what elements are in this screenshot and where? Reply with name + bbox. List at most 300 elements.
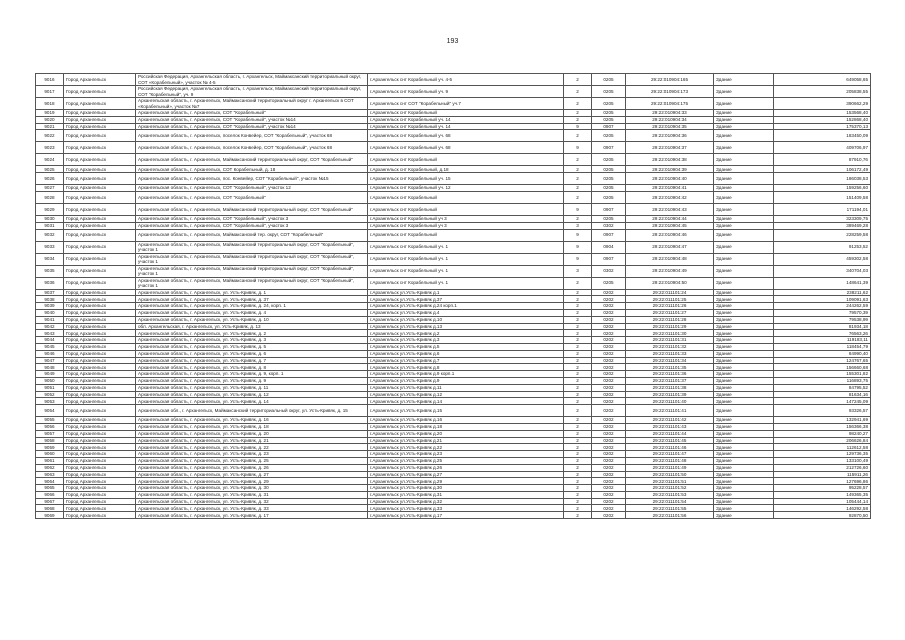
category-cell: 2: [564, 86, 592, 98]
address-cell: Российская Федерация, Архангельская область, г. Архангельск, Маймаксанский территориальный округ, СОТ "Корабельный", уч. 9: [136, 86, 368, 98]
table-row: [36, 430, 871, 437]
address-cell: Архангельская область, г. Архангельск, Маймаксанский территориальный округ, СОТ "Корабельный": [136, 203, 368, 215]
municipality-cell: Город Архангельск: [64, 350, 136, 357]
object-type-cell: Здание: [714, 350, 774, 357]
cadastral-value-cell: 649058,65: [774, 74, 871, 86]
cadastral-number-cell: 29:22:011101:31: [626, 337, 714, 344]
cadastral-value-cell: 79538,99: [774, 316, 871, 323]
code-cell: 0907: [592, 253, 626, 265]
code-cell: 0202: [592, 337, 626, 344]
cadastral-value-cell: 149365,35: [774, 491, 871, 498]
category-cell: 2: [564, 337, 592, 344]
table-row: [36, 471, 871, 478]
municipality-cell: Город Архангельск: [64, 296, 136, 303]
address-cell: Архангельская область, г. Архангельск, Маймаксанский территориальный округ, СОТ "Корабельный", участок 1: [136, 241, 368, 253]
object-type-cell: Здание: [714, 423, 774, 430]
address-cell: Архангельская область, г. Архангельск, ул. Усть-Кривяк, д. 7: [136, 357, 368, 364]
cadastral-number-cell: 29:22:011101:37: [626, 377, 714, 384]
category-cell: 3: [564, 265, 592, 277]
row-number: 9061: [36, 457, 64, 464]
cadastral-value-cell: 132941,69: [774, 417, 871, 424]
municipality-cell: Город Архангельск: [64, 384, 136, 391]
object-type-cell: Здание: [714, 498, 774, 505]
category-cell: 2: [564, 166, 592, 173]
table-row: [36, 166, 871, 173]
municipality-cell: Город Архангельск: [64, 491, 136, 498]
row-number: 9049: [36, 371, 64, 378]
object-type-cell: Здание: [714, 98, 774, 110]
cadastral-number-cell: 29:22:010904:38: [626, 154, 714, 166]
row-number: 9027: [36, 185, 64, 192]
location-cell: г.Архангельск ул.Усть-Кривяк д.15: [368, 405, 564, 417]
address-cell: обл. Архангельская, г. Архангельск, ул. Усть-Кривяк, д. 13: [136, 323, 368, 330]
address-cell: Архангельская область, г. Архангельск, ул. Усть-Кривяк, д. 23: [136, 451, 368, 458]
category-cell: 2: [564, 116, 592, 123]
row-number: 9047: [36, 357, 64, 364]
address-cell: Архангельская область, г. Архангельск, ул. Усть-Кривяк, д. 32: [136, 498, 368, 505]
address-cell: Архангельская область, г. Архангельск, ул. Усть-Кривяк, д. 12: [136, 391, 368, 398]
location-cell: г.Архангельск снт Корабельный уч 3: [368, 222, 564, 229]
row-number: 9016: [36, 74, 64, 86]
category-cell: 9: [564, 241, 592, 253]
category-cell: 2: [564, 485, 592, 492]
row-number: 9020: [36, 116, 64, 123]
row-number: 9028: [36, 191, 64, 203]
object-type-cell: Здание: [714, 398, 774, 405]
code-cell: 0202: [592, 377, 626, 384]
cadastral-value-cell: 186038,53: [774, 173, 871, 185]
category-cell: 2: [564, 98, 592, 110]
row-number: 9032: [36, 229, 64, 241]
row-number: 9024: [36, 154, 64, 166]
table-row: [36, 203, 871, 215]
cadastral-value-cell: 84990,40: [774, 350, 871, 357]
address-cell: Архангельская область, г. Архангельск, ул. Усть-Кривяк, д. 25: [136, 457, 368, 464]
municipality-cell: Город Архангельск: [64, 98, 136, 110]
code-cell: 0202: [592, 505, 626, 512]
municipality-cell: Город Архангельск: [64, 423, 136, 430]
table-row: [36, 289, 871, 296]
cadastral-value-cell: 153568,40: [774, 110, 871, 117]
object-type-cell: Здание: [714, 222, 774, 229]
table-row: [36, 377, 871, 384]
object-type-cell: Здание: [714, 457, 774, 464]
object-type-cell: Здание: [714, 86, 774, 98]
category-cell: 2: [564, 444, 592, 451]
table-row: [36, 478, 871, 485]
table-row: [36, 357, 871, 364]
object-type-cell: Здание: [714, 471, 774, 478]
cadastral-value-cell: 98240,27: [774, 430, 871, 437]
table-row: [36, 316, 871, 323]
category-cell: 2: [564, 289, 592, 296]
object-type-cell: Здание: [714, 491, 774, 498]
address-cell: Архангельская область, г. Архангельск, ул. Усть-Кривяк, д. 26: [136, 464, 368, 471]
cadastral-value-cell: 205838,55: [774, 86, 871, 98]
location-cell: г.Архангельск ул.Усть-Кривяк д.9 корп.1: [368, 371, 564, 378]
category-cell: 2: [564, 303, 592, 310]
code-cell: 0205: [592, 185, 626, 192]
address-cell: Архангельская область, г. Архангельск, СОТ "Корабельный", участок №14: [136, 123, 368, 130]
cadastral-number-cell: 29:22:011101:39: [626, 391, 714, 398]
code-cell: 0202: [592, 451, 626, 458]
category-cell: 2: [564, 277, 592, 289]
table-row: [36, 265, 871, 277]
location-cell: г.Архангельск ул.Усть-Кривяк д.5: [368, 343, 564, 350]
location-cell: г.Архангельск ул.Усть-Кривяк д.7: [368, 357, 564, 364]
location-cell: г.Архангельск ул.Усть-Кривяк д.9: [368, 377, 564, 384]
location-cell: г.Архангельск ул.Усть-Кривяк д.1: [368, 289, 564, 296]
row-number: 9068: [36, 505, 64, 512]
address-cell: Архангельская область, г. Архангельск, поселок Конвейер, СОТ "Корабельный", участок 68: [136, 130, 368, 142]
row-number: 9034: [36, 253, 64, 265]
table-row: [36, 142, 871, 154]
location-cell: г.Архангельск ул.Усть-Кривяк д.25: [368, 457, 564, 464]
location-cell: г.Архангельск ул.Усть-Кривяк д.26: [368, 464, 564, 471]
code-cell: 0202: [592, 437, 626, 444]
row-number: 9045: [36, 343, 64, 350]
category-cell: 2: [564, 398, 592, 405]
row-number: 9017: [36, 86, 64, 98]
object-type-cell: Здание: [714, 185, 774, 192]
table-row: [36, 330, 871, 337]
code-cell: 0907: [592, 203, 626, 215]
table-row: [36, 130, 871, 142]
object-type-cell: Здание: [714, 464, 774, 471]
municipality-cell: Город Архангельск: [64, 457, 136, 464]
municipality-cell: Город Архангельск: [64, 437, 136, 444]
location-cell: г.Архангельск ул.Усть-Кривяк д.10: [368, 316, 564, 323]
municipality-cell: Город Архангельск: [64, 74, 136, 86]
cadastral-value-cell: 228259,58: [774, 229, 871, 241]
table-row: [36, 154, 871, 166]
cadastral-number-cell: 29:22:011101:47: [626, 451, 714, 458]
row-number: 9056: [36, 423, 64, 430]
object-type-cell: Здание: [714, 430, 774, 437]
cadastral-number-cell: 29:22:011101:46: [626, 444, 714, 451]
category-cell: 2: [564, 377, 592, 384]
table-row: [36, 505, 871, 512]
row-number: 9042: [36, 323, 64, 330]
address-cell: Архангельская область, г. Архангельск, ул. Усть-Кривяк, д. 27: [136, 471, 368, 478]
code-cell: 0904: [592, 241, 626, 253]
cadastral-number-cell: 29:22:010904:45: [626, 222, 714, 229]
object-type-cell: Здание: [714, 512, 774, 519]
row-number: 9053: [36, 398, 64, 405]
category-cell: 2: [564, 464, 592, 471]
cadastral-value-cell: 79570,39: [774, 309, 871, 316]
location-cell: г.Архангельск снт Корабельный: [368, 110, 564, 117]
object-type-cell: Здание: [714, 309, 774, 316]
municipality-cell: Город Архангельск: [64, 364, 136, 371]
row-number: 9029: [36, 203, 64, 215]
code-cell: 0202: [592, 491, 626, 498]
location-cell: г.Архангельск ул.Усть-Кривяк д.21: [368, 437, 564, 444]
municipality-cell: Город Архангельск: [64, 498, 136, 505]
cadastral-number-cell: 29:22:010904:46: [626, 229, 714, 241]
location-cell: г.Архангельск ул.Усть-Кривяк д.31: [368, 491, 564, 498]
municipality-cell: Город Архангельск: [64, 405, 136, 417]
location-cell: г.Архангельск ул.Усть-Кривяк д.4: [368, 309, 564, 316]
location-cell: г.Архангельск снт Корабельный уч 3: [368, 215, 564, 222]
row-number: 9064: [36, 478, 64, 485]
address-cell: Архангельская область, г. Архангельск, ул. Усть-Кривяк, д. 2: [136, 330, 368, 337]
code-cell: 0302: [592, 265, 626, 277]
row-number: 9036: [36, 277, 64, 289]
cadastral-value-cell: 206626,84: [774, 437, 871, 444]
table-row: [36, 253, 871, 265]
category-cell: 2: [564, 173, 592, 185]
table-row: [36, 74, 871, 86]
cadastral-value-cell: 87910,76: [774, 154, 871, 166]
municipality-cell: Город Архангельск: [64, 203, 136, 215]
cadastral-value-cell: 76563,26: [774, 330, 871, 337]
table-row: [36, 86, 871, 98]
address-cell: Архангельская область, г. Архангельск, ул. Усть-Кривяк, д. 14: [136, 398, 368, 405]
address-cell: Архангельская область, г. Архангельск, ул. Усть-Кривяк, д. 9, корп. 1: [136, 371, 368, 378]
row-number: 9063: [36, 471, 64, 478]
cadastral-number-cell: 29:22:011101:38: [626, 384, 714, 391]
category-cell: 2: [564, 350, 592, 357]
cadastral-number-cell: 29:22:011101:25: [626, 296, 714, 303]
location-cell: г.Архангельск ул.Усть-Кривяк д.29: [368, 478, 564, 485]
address-cell: Архангельская область, г. Архангельск, ул. Усть-Кривяк, д. 24, корп. 1: [136, 303, 368, 310]
address-cell: Архангельская область, г. Архангельск, ул. Усть-Кривяк, д. 29: [136, 478, 368, 485]
object-type-cell: Здание: [714, 377, 774, 384]
table-row: [36, 437, 871, 444]
cadastral-number-cell: 29:22:010904:48: [626, 253, 714, 265]
object-type-cell: Здание: [714, 391, 774, 398]
location-cell: г.Архангельск снт Корабельный уч. 68: [368, 142, 564, 154]
cadastral-value-cell: 340704,03: [774, 265, 871, 277]
cadastral-value-cell: 244262,59: [774, 303, 871, 310]
cadastral-number-cell: 29:22:011101:27: [626, 309, 714, 316]
location-cell: г.Архангельск ул.Усть-Кривяк д.13: [368, 323, 564, 330]
cadastral-number-cell: 29:22:011101:26: [626, 303, 714, 310]
cadastral-value-cell: 238211,62: [774, 289, 871, 296]
object-type-cell: Здание: [714, 303, 774, 310]
cadastral-number-cell: 29:22:011101:33: [626, 350, 714, 357]
row-number: 9039: [36, 303, 64, 310]
cadastral-number-cell: 29:22:010904:43: [626, 203, 714, 215]
table-row: [36, 191, 871, 203]
municipality-cell: Город Архангельск: [64, 303, 136, 310]
code-cell: 0202: [592, 357, 626, 364]
category-cell: 2: [564, 417, 592, 424]
municipality-cell: Город Архангельск: [64, 391, 136, 398]
code-cell: 0202: [592, 423, 626, 430]
location-cell: г.Архангельск снт Корабельный: [368, 229, 564, 241]
cadastral-value-cell: 91253,52: [774, 241, 871, 253]
municipality-cell: Город Архангельск: [64, 215, 136, 222]
location-cell: г.Архангельск ул.Усть-Кривяк д.11: [368, 384, 564, 391]
cadastral-value-table: [35, 73, 871, 519]
municipality-cell: Город Архангельск: [64, 343, 136, 350]
cadastral-value-cell: 159256,60: [774, 185, 871, 192]
municipality-cell: Город Архангельск: [64, 464, 136, 471]
category-cell: 2: [564, 316, 592, 323]
location-cell: г.Архангельск снт Корабельный уч. 14: [368, 123, 564, 130]
location-cell: г.Архангельск ул.Усть-Кривяк д.30: [368, 485, 564, 492]
object-type-cell: Здание: [714, 289, 774, 296]
row-number: 9025: [36, 166, 64, 173]
location-cell: г.Архангельск ул.Усть-Кривяк д.37: [368, 296, 564, 303]
cadastral-value-cell: 119183,11: [774, 337, 871, 344]
location-cell: г.Архангельск ул.Усть-Кривяк д.33: [368, 505, 564, 512]
code-cell: 0202: [592, 457, 626, 464]
row-number: 9021: [36, 123, 64, 130]
municipality-cell: Город Архангельск: [64, 316, 136, 323]
object-type-cell: Здание: [714, 173, 774, 185]
municipality-cell: Город Архангельск: [64, 444, 136, 451]
cadastral-value-cell: 175370,13: [774, 123, 871, 130]
location-cell: г.Архангельск ул.Усть-Кривяк д.27: [368, 471, 564, 478]
cadastral-number-cell: 29:22:010904:39: [626, 166, 714, 173]
cadastral-number-cell: 29:22:010904:36: [626, 130, 714, 142]
code-cell: 0205: [592, 166, 626, 173]
cadastral-value-cell: 106172,49: [774, 166, 871, 173]
cadastral-number-cell: 29:22:010904:175: [626, 98, 714, 110]
code-cell: 0202: [592, 371, 626, 378]
cadastral-number-cell: 29:22:010904:49: [626, 265, 714, 277]
municipality-cell: Город Архангельск: [64, 123, 136, 130]
cadastral-value-cell: 84795,52: [774, 384, 871, 391]
cadastral-number-cell: 29:22:011101:56: [626, 512, 714, 519]
location-cell: г.Архангельск ул.Усть-Кривяк д.17: [368, 512, 564, 519]
table-row: [36, 498, 871, 505]
code-cell: 0202: [592, 343, 626, 350]
object-type-cell: Здание: [714, 229, 774, 241]
object-type-cell: Здание: [714, 384, 774, 391]
table-row: [36, 364, 871, 371]
cadastral-value-cell: 109091,63: [774, 296, 871, 303]
table-row: [36, 323, 871, 330]
object-type-cell: Здание: [714, 265, 774, 277]
object-type-cell: Здание: [714, 123, 774, 130]
cadastral-number-cell: 29:22:011101:29: [626, 323, 714, 330]
address-cell: Архангельская область, г. Архангельск, ул. Усть-Кривяк, д. 30: [136, 485, 368, 492]
row-number: 9057: [36, 430, 64, 437]
address-cell: Архангельская область, г. Архангельск, Маймаксанский территориальный округ, СОТ "Корабельный", участок 1: [136, 265, 368, 277]
row-number: 9040: [36, 309, 64, 316]
cadastral-number-cell: 29:22:010904:47: [626, 241, 714, 253]
object-type-cell: Здание: [714, 330, 774, 337]
table-row: [36, 485, 871, 492]
row-number: 9031: [36, 222, 64, 229]
cadastral-number-cell: 29:22:010904:34: [626, 116, 714, 123]
row-number: 9055: [36, 417, 64, 424]
object-type-cell: Здание: [714, 296, 774, 303]
cadastral-value-cell: 459302,58: [774, 253, 871, 265]
cadastral-number-cell: 29:22:010904:37: [626, 142, 714, 154]
row-number: 9062: [36, 464, 64, 471]
object-type-cell: Здание: [714, 437, 774, 444]
table-row: [36, 222, 871, 229]
object-type-cell: Здание: [714, 451, 774, 458]
cadastral-number-cell: 29:22:011101:42: [626, 417, 714, 424]
table-row: [36, 398, 871, 405]
cadastral-value-cell: 118454,79: [774, 343, 871, 350]
object-type-cell: Здание: [714, 323, 774, 330]
cadastral-value-cell: 115911,26: [774, 471, 871, 478]
cadastral-number-cell: 29:22:011101:54: [626, 498, 714, 505]
code-cell: 0202: [592, 498, 626, 505]
location-cell: г.Архангельск ул.Усть-Кривяк д.16: [368, 417, 564, 424]
municipality-cell: Город Архангельск: [64, 398, 136, 405]
code-cell: 0202: [592, 330, 626, 337]
category-cell: 2: [564, 371, 592, 378]
row-number: 9030: [36, 215, 64, 222]
cadastral-number-cell: 29:22:011101:49: [626, 464, 714, 471]
cadastral-value-cell: 124767,65: [774, 357, 871, 364]
object-type-cell: Здание: [714, 191, 774, 203]
category-cell: 2: [564, 451, 592, 458]
address-cell: Архангельская область, г. Архангельск, ул. Усть-Кривяк, д. 9: [136, 377, 368, 384]
cadastral-number-cell: 29:22:011101:34: [626, 357, 714, 364]
code-cell: 0202: [592, 384, 626, 391]
cadastral-value-cell: 92870,50: [774, 512, 871, 519]
row-number: 9035: [36, 265, 64, 277]
object-type-cell: Здание: [714, 364, 774, 371]
row-number: 9052: [36, 391, 64, 398]
address-cell: Архангельская область, г. Архангельск, Маймаксанский территориальный округ, СОТ "Корабельный", участок 1: [136, 253, 368, 265]
cadastral-value-cell: 151409,58: [774, 191, 871, 203]
table-row: [36, 173, 871, 185]
table-row: [36, 384, 871, 391]
table-row: [36, 371, 871, 378]
category-cell: 2: [564, 323, 592, 330]
location-cell: г.Архангельск снт Корабельный уч. 1: [368, 253, 564, 265]
object-type-cell: Здание: [714, 166, 774, 173]
address-cell: Архангельская область, г. Архангельск, ул. Усть-Кривяк, д. 11: [136, 384, 368, 391]
category-cell: 2: [564, 309, 592, 316]
cadastral-number-cell: 29:22:010904:173: [626, 86, 714, 98]
municipality-cell: Город Архангельск: [64, 222, 136, 229]
cadastral-number-cell: 29:22:011101:51: [626, 478, 714, 485]
object-type-cell: Здание: [714, 343, 774, 350]
location-cell: г.Архангельск снт Корабельный уч. 9: [368, 86, 564, 98]
code-cell: 0202: [592, 417, 626, 424]
municipality-cell: Город Архангельск: [64, 478, 136, 485]
cadastral-number-cell: 29:22:011101:41: [626, 405, 714, 417]
cadastral-value-cell: 212726,60: [774, 464, 871, 471]
cadastral-value-cell: 389469,28: [774, 222, 871, 229]
code-cell: 0205: [592, 277, 626, 289]
table-row: [36, 350, 871, 357]
cadastral-number-cell: 29:22:010904:50: [626, 277, 714, 289]
cadastral-number-cell: 29:22:011101:53: [626, 491, 714, 498]
object-type-cell: Здание: [714, 417, 774, 424]
code-cell: 0202: [592, 512, 626, 519]
municipality-cell: Город Архангельск: [64, 330, 136, 337]
cadastral-value-cell: 171194,01: [774, 203, 871, 215]
table-body: [36, 74, 871, 519]
cadastral-number-cell: 29:22:011101:24: [626, 289, 714, 296]
municipality-cell: Город Архангельск: [64, 241, 136, 253]
category-cell: 9: [564, 142, 592, 154]
address-cell: Архангельская область, г. Архангельск, ул. Усть-Кривяк, д. 22: [136, 444, 368, 451]
object-type-cell: Здание: [714, 142, 774, 154]
cadastral-value-cell: 156366,38: [774, 423, 871, 430]
table-row: [36, 512, 871, 519]
category-cell: 2: [564, 330, 592, 337]
cadastral-number-cell: 29:22:010904:40: [626, 173, 714, 185]
code-cell: 0202: [592, 485, 626, 492]
cadastral-number-cell: 29:22:011101:48: [626, 457, 714, 464]
category-cell: 2: [564, 215, 592, 222]
address-cell: Архангельская область, г. Архангельск, СОТ "Корабельный": [136, 110, 368, 117]
row-number: 9033: [36, 241, 64, 253]
